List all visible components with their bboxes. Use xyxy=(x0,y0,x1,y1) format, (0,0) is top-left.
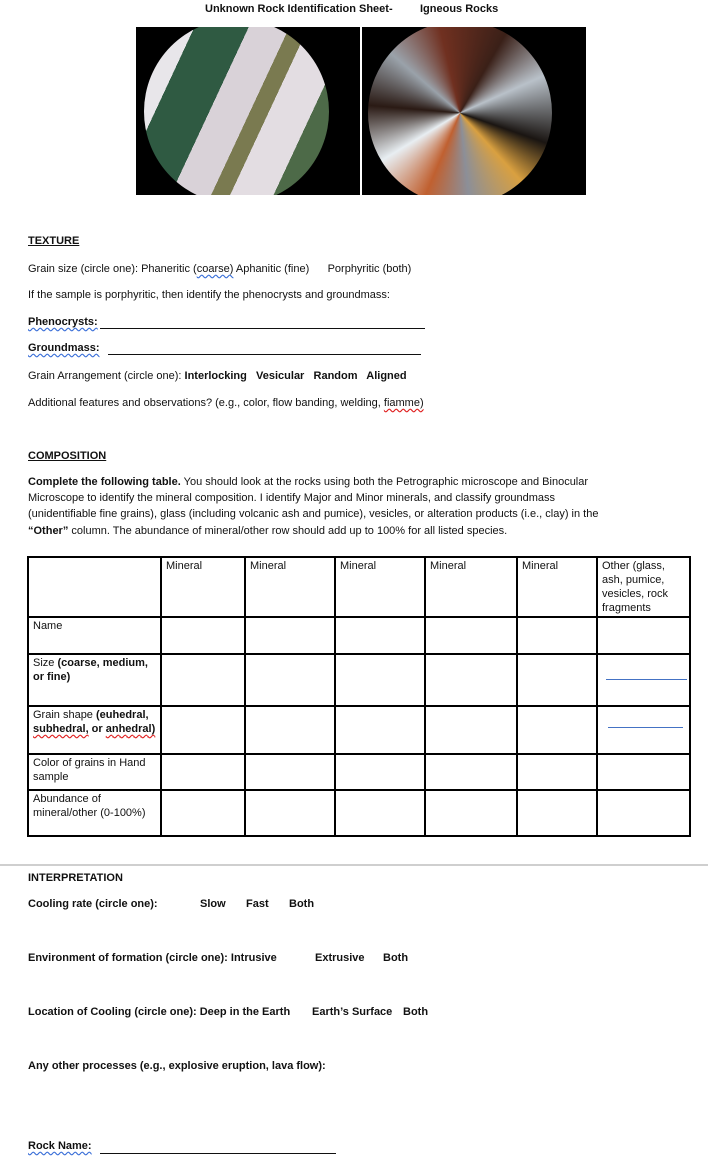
intro-line-1: You should look at the rocks using both the Petrographic microscope and Binocular xyxy=(180,476,589,488)
mineral-composition-table xyxy=(27,556,691,837)
rock-name-field[interactable] xyxy=(100,1153,336,1154)
table-cell[interactable] xyxy=(245,790,335,836)
composition-intro-3: (unidentifiable fine grains), glass (including volcanic ash and pumice), vesicles, or alteration products (i.e., clay) in the xyxy=(28,508,599,520)
table-cell[interactable] xyxy=(517,706,597,754)
grain-arrangement-label: Grain Arrangement (circle one): xyxy=(28,370,185,382)
fiamme-text: fiamme) xyxy=(383,397,424,409)
grain-size-options: Aphanitic (fine) Porphyritic (both) xyxy=(233,263,412,275)
title-left: Unknown Rock Identification Sheet- xyxy=(205,3,393,15)
table-cell[interactable] xyxy=(517,617,597,654)
additional-features-label: Additional features and observations? (e.g., color, flow banding, welding, xyxy=(28,397,384,409)
grain-shape-opt-1: (euhedral, xyxy=(95,709,149,721)
location-option-both[interactable]: Both xyxy=(403,1006,429,1018)
table-row xyxy=(28,617,690,654)
grain-shape-opt-3: anhedral) xyxy=(105,723,156,735)
row-label-size xyxy=(28,654,161,706)
table-cell[interactable] xyxy=(597,617,690,654)
header-mineral-1: Mineral xyxy=(161,557,245,617)
composition-heading: COMPOSITION xyxy=(28,450,107,462)
composition-intro-4 xyxy=(28,524,507,538)
row-label-color: Color of grains in Hand sample xyxy=(28,754,161,790)
table-cell[interactable] xyxy=(245,654,335,706)
environment-option-both[interactable]: Both xyxy=(383,952,409,964)
table-cell[interactable] xyxy=(161,706,245,754)
phenocrysts-label: Phenocrysts: xyxy=(28,316,98,328)
table-cell[interactable] xyxy=(425,617,517,654)
additional-features-line xyxy=(28,396,424,410)
cooling-option-fast[interactable]: Fast xyxy=(246,898,269,910)
intro-line-4: column. The abundance of mineral/other row should add up to 100% for all listed species. xyxy=(71,525,508,537)
table-cell[interactable] xyxy=(425,654,517,706)
environment-option-extrusive[interactable]: Extrusive xyxy=(315,952,365,964)
table-row xyxy=(28,706,690,754)
table-cell[interactable] xyxy=(517,790,597,836)
size-options: (coarse, medium, or fine) xyxy=(33,657,148,683)
header-mineral-2: Mineral xyxy=(245,557,335,617)
table-cell[interactable] xyxy=(335,790,425,836)
interpretation-heading: INTERPRETATION xyxy=(28,872,123,884)
table-cell[interactable] xyxy=(245,617,335,654)
table-cell[interactable] xyxy=(245,706,335,754)
table-cell[interactable] xyxy=(517,754,597,790)
size-label: Size xyxy=(33,657,58,669)
cooling-option-both[interactable]: Both xyxy=(289,898,315,910)
table-cell[interactable] xyxy=(425,754,517,790)
groundmass-label: Groundmass: xyxy=(28,342,100,354)
header-other: Other (glass, ash, pumice, vesicles, rock fragments xyxy=(597,557,690,617)
cooling-rate-label: Cooling rate (circle one): xyxy=(28,898,158,910)
composition-intro-2: Microscope to identify the mineral composition. I identify Major and Minor minerals, and classify groundmass xyxy=(28,492,556,504)
title-right: Igneous Rocks xyxy=(420,3,499,15)
blue-line xyxy=(608,727,683,728)
header-mineral-4: Mineral xyxy=(425,557,517,617)
table-cell[interactable] xyxy=(597,654,690,706)
table-cell[interactable] xyxy=(161,617,245,654)
groundmass-field[interactable] xyxy=(108,354,421,355)
porphyritic-prompt: If the sample is porphyritic, then identify the phenocrysts and groundmass: xyxy=(28,289,390,301)
rock-name-text: Rock Name: xyxy=(28,1140,92,1152)
table-row xyxy=(28,654,690,706)
table-row xyxy=(28,790,690,836)
table-cell[interactable] xyxy=(161,790,245,836)
grain-arrangement-options: Interlocking Vesicular Random Aligned xyxy=(184,370,407,382)
page-separator xyxy=(0,864,708,866)
location-label: Location of Cooling (circle one): Deep in the Earth xyxy=(28,1006,291,1018)
other-quoted: “Other” xyxy=(28,525,69,537)
phenocrysts-field[interactable] xyxy=(100,328,425,329)
other-processes-label: Any other processes (e.g., explosive eruption, lava flow): xyxy=(28,1060,326,1072)
header-mineral-3: Mineral xyxy=(335,557,425,617)
table-cell[interactable] xyxy=(161,654,245,706)
table-cell[interactable] xyxy=(597,790,690,836)
table-cell[interactable] xyxy=(425,790,517,836)
grain-shape-or: or xyxy=(88,723,106,735)
table-cell[interactable] xyxy=(597,754,690,790)
table-cell[interactable] xyxy=(335,617,425,654)
grain-shape-opt-2: subhedral, xyxy=(33,723,89,735)
table-cell[interactable] xyxy=(335,654,425,706)
intro-bold: Complete the following table. xyxy=(28,476,181,488)
composition-intro-1 xyxy=(28,475,588,489)
table-cell[interactable] xyxy=(517,654,597,706)
row-label-grain-shape xyxy=(28,706,161,754)
row-label-name: Name xyxy=(28,617,161,654)
thin-section-photo-1 xyxy=(136,27,360,195)
thin-section-photo-2 xyxy=(362,27,586,195)
table-cell[interactable] xyxy=(597,706,690,754)
blue-line xyxy=(606,679,687,680)
grain-size-line xyxy=(28,262,411,276)
header-cell-empty xyxy=(28,557,161,617)
table-cell[interactable] xyxy=(335,706,425,754)
grain-arrangement-line xyxy=(28,369,407,383)
table-cell[interactable] xyxy=(161,754,245,790)
cooling-option-slow[interactable]: Slow xyxy=(200,898,226,910)
environment-label: Environment of formation (circle one): Intrusive xyxy=(28,952,277,964)
table-cell[interactable] xyxy=(335,754,425,790)
grain-shape-label: Grain shape xyxy=(33,709,96,721)
grain-size-label: Grain size (circle one): Phaneritic ( xyxy=(28,263,197,275)
texture-heading: TEXTURE xyxy=(28,235,80,247)
location-option-surface[interactable]: Earth’s Surface xyxy=(312,1006,393,1018)
row-label-abundance: Abundance of mineral/other (0-100%) xyxy=(28,790,161,836)
table-cell[interactable] xyxy=(425,706,517,754)
table-row xyxy=(28,754,690,790)
header-mineral-5: Mineral xyxy=(517,557,597,617)
table-cell[interactable] xyxy=(245,754,335,790)
table-header-row xyxy=(28,557,690,617)
coarse-text: coarse) xyxy=(196,263,234,275)
